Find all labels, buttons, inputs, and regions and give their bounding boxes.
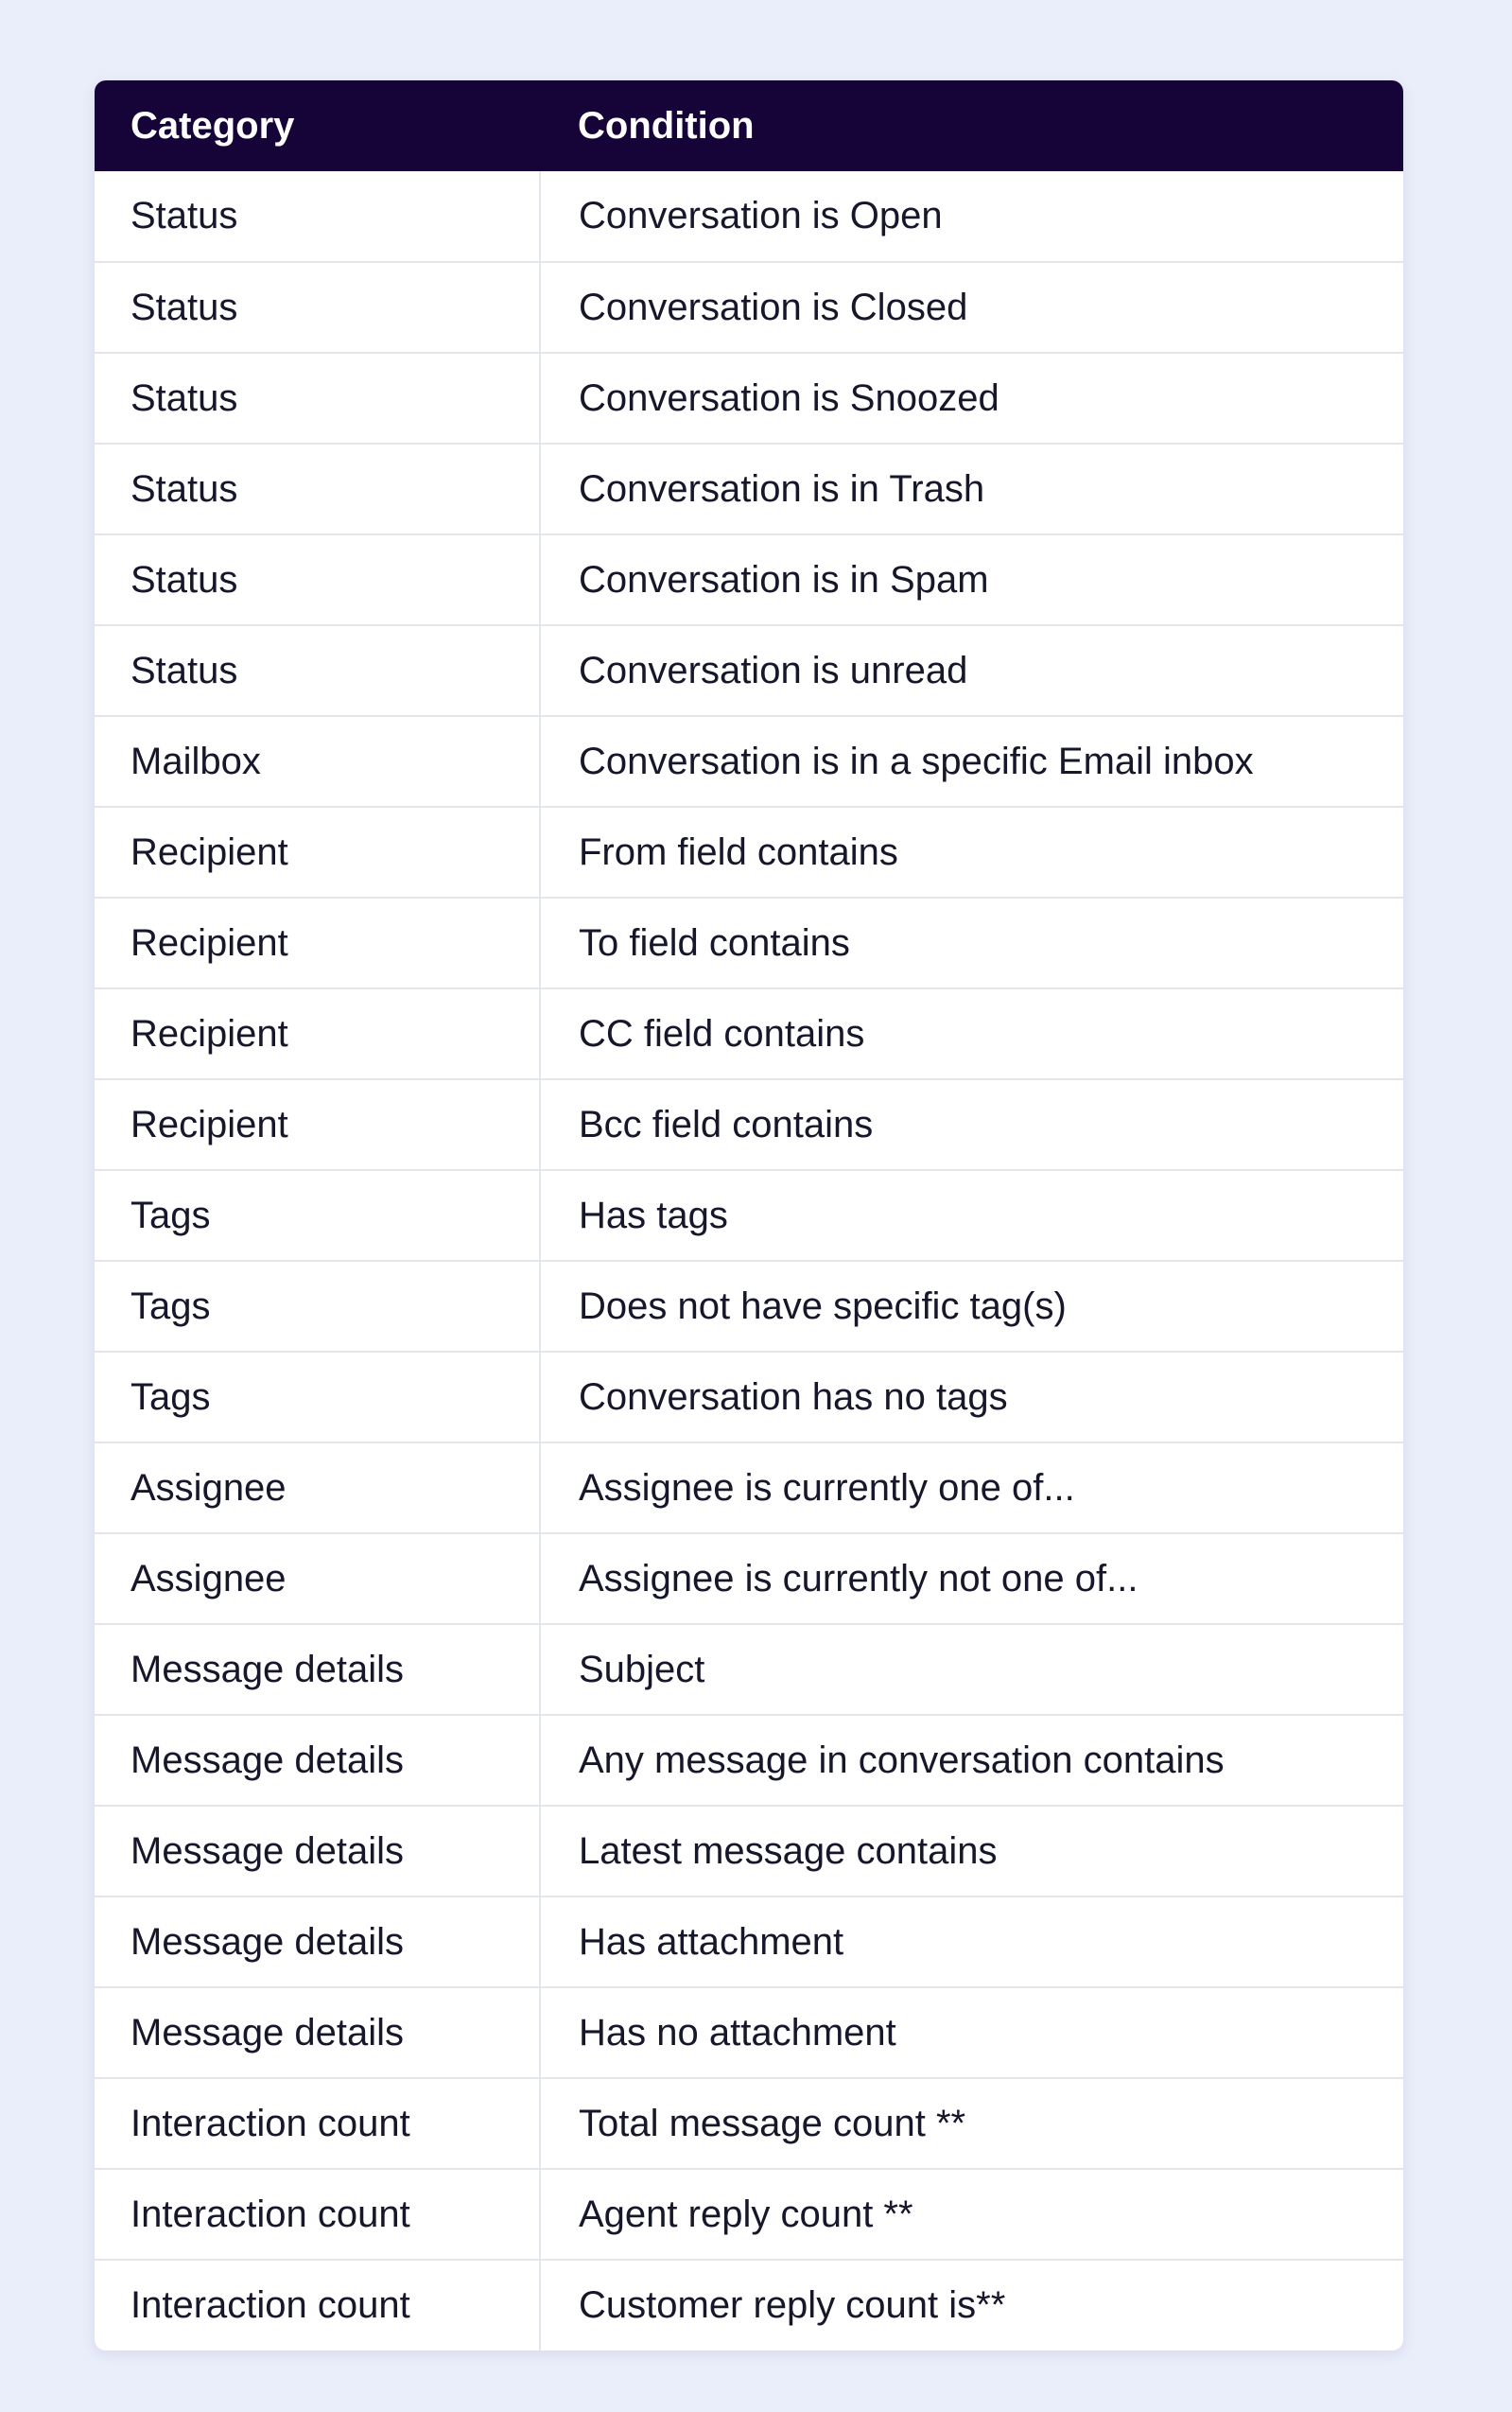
column-header-category: Category	[130, 104, 295, 147]
conditions-table	[95, 80, 1403, 2351]
cell-category: Tags	[130, 1375, 211, 1418]
cell-category: Assignee	[130, 1466, 287, 1509]
cell-condition: Subject	[540, 1624, 1403, 1715]
table-row	[95, 898, 1403, 988]
cell-category: Assignee	[130, 1557, 287, 1599]
table-body	[95, 171, 1403, 2351]
cell-condition: Has tags	[540, 1170, 1403, 1261]
column-header-condition: Condition	[578, 104, 755, 147]
cell-category: Tags	[130, 1285, 211, 1327]
table-row	[95, 534, 1403, 625]
table-row	[95, 444, 1403, 534]
table-row	[95, 716, 1403, 807]
cell-condition: Has attachment	[540, 1896, 1403, 1987]
cell-category: Recipient	[130, 921, 288, 964]
table-row	[95, 1170, 1403, 1261]
table-row	[95, 1715, 1403, 1806]
cell-category: Status	[130, 286, 238, 328]
table-row	[95, 625, 1403, 716]
table-row	[95, 988, 1403, 1079]
cell-condition: Conversation is Closed	[540, 262, 1403, 353]
table-row	[95, 2078, 1403, 2169]
cell-condition: Conversation is Open	[540, 171, 1403, 262]
cell-category: Tags	[130, 1194, 211, 1236]
table-row	[95, 1442, 1403, 1533]
cell-category: Message details	[130, 1920, 405, 1963]
table-row	[95, 1533, 1403, 1624]
cell-category: Status	[130, 376, 238, 419]
cell-condition: Any message in conversation contains	[540, 1715, 1403, 1806]
cell-condition: Has no attachment	[540, 1987, 1403, 2078]
cell-category: Mailbox	[130, 740, 261, 782]
table-row	[95, 1352, 1403, 1442]
table-row	[95, 2260, 1403, 2351]
cell-category: Status	[130, 467, 238, 510]
table-row	[95, 1806, 1403, 1896]
cell-category: Status	[130, 195, 238, 236]
cell-condition: Conversation is unread	[540, 625, 1403, 716]
cell-condition: Assignee is currently one of...	[540, 1442, 1403, 1533]
cell-category: Interaction count	[130, 2102, 410, 2144]
table-row	[95, 1896, 1403, 1987]
cell-condition: Conversation is Snoozed	[540, 353, 1403, 444]
table-row	[95, 171, 1403, 262]
cell-category: Status	[130, 649, 238, 691]
cell-condition: CC field contains	[540, 988, 1403, 1079]
cell-category: Message details	[130, 1648, 405, 1690]
cell-category: Interaction count	[130, 2193, 410, 2235]
cell-condition: Assignee is currently not one of...	[540, 1533, 1403, 1624]
cell-condition: Bcc field contains	[540, 1079, 1403, 1170]
cell-category: Message details	[130, 1739, 405, 1781]
cell-condition: Conversation has no tags	[540, 1352, 1403, 1442]
cell-category: Interaction count	[130, 2284, 410, 2326]
table-row	[95, 1624, 1403, 1715]
cell-condition: Does not have specific tag(s)	[540, 1261, 1403, 1352]
table-row	[95, 1261, 1403, 1352]
cell-condition: Agent reply count **	[540, 2169, 1403, 2260]
table-row	[95, 1987, 1403, 2078]
table-header-row	[95, 80, 1403, 171]
table-row	[95, 807, 1403, 898]
cell-condition: Customer reply count is**	[540, 2260, 1403, 2351]
cell-category: Recipient	[130, 1103, 288, 1145]
cell-condition: Latest message contains	[540, 1806, 1403, 1896]
table-row	[95, 353, 1403, 444]
cell-condition: To field contains	[540, 898, 1403, 988]
cell-condition: Conversation is in a specific Email inbox	[540, 716, 1403, 807]
cell-category: Message details	[130, 1829, 405, 1872]
cell-category: Message details	[130, 2011, 405, 2054]
cell-category: Status	[130, 558, 238, 601]
conditions-table-card	[95, 80, 1403, 2351]
table-row	[95, 1079, 1403, 1170]
cell-condition: Conversation is in Trash	[540, 444, 1403, 534]
cell-category: Recipient	[130, 830, 288, 873]
table-row	[95, 2169, 1403, 2260]
cell-condition: From field contains	[540, 807, 1403, 898]
cell-condition: Total message count **	[540, 2078, 1403, 2169]
cell-category: Recipient	[130, 1012, 288, 1055]
table-row	[95, 262, 1403, 353]
cell-condition: Conversation is in Spam	[540, 534, 1403, 625]
